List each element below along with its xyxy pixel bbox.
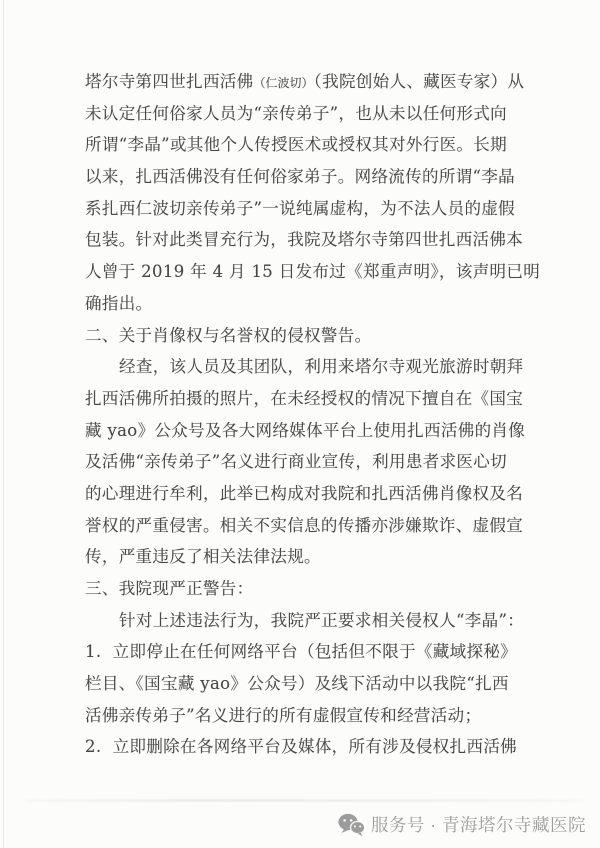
line-text: 三、我院现严正警告： <box>85 579 254 598</box>
line-text: 未认定任何俗家人员为“亲传弟子”，也从未以任何形式向 <box>85 103 507 123</box>
text-line <box>85 541 537 573</box>
line-text: 系扎西仁波切亲传弟子”一说纯属虚构，为不法人员的虚假 <box>85 198 516 218</box>
line-text: （我院创始人、藏医专家）从 <box>313 72 525 91</box>
text-line <box>85 731 537 763</box>
line-text: 所谓“李晶”或其他个人传授医术或授权其对外行医。长期 <box>85 135 507 155</box>
text-line <box>85 478 537 510</box>
text-line <box>85 129 537 161</box>
line-text: 及活佛“亲传弟子”名义进行商业宣传，利用患者求医心切 <box>85 452 507 472</box>
line-text: 活佛亲传弟子”名义进行的所有虚假宣传和经营活动； <box>85 705 482 725</box>
line-text: 传，严重违反了相关法律法规。 <box>85 547 321 567</box>
line-text: 誉权的严重侵害。相关不实信息的传播亦涉嫌欺诈、虚假宣 <box>85 515 524 535</box>
document-body <box>85 66 541 763</box>
text-line <box>85 351 537 383</box>
line-text: 人曾于 2019 年 4 月 15 日发布过《郑重声明》，该声明已明 <box>85 262 541 282</box>
line-text: 2. 立即删除在各网络平台及媒体，所有涉及侵权扎西活佛 <box>85 737 518 757</box>
line-text: 扎西活佛所拍摄的照片，在未经授权的情况下擅自在《国宝 <box>85 388 524 408</box>
text-line <box>85 510 537 542</box>
page-bottom-edge-shadow <box>25 799 583 802</box>
text-line <box>85 636 537 668</box>
wechat-service-account-watermark <box>338 811 586 837</box>
text-line <box>85 224 537 256</box>
text-line <box>85 446 537 478</box>
line-text: 1. 立即停止在任何网络平台（包括但不限于《藏域探秘》 <box>85 642 518 662</box>
line-text: 栏目、《国宝藏 yao》公众号）及线下活动中以我院“扎西 <box>85 674 509 694</box>
line-text: 塔尔寺第四世扎西活佛 <box>85 72 254 91</box>
line-text: 以来，扎西活佛没有任何俗家弟子。网络流传的所谓“李晶 <box>85 167 516 187</box>
text-line <box>85 98 537 130</box>
text-line <box>85 161 537 193</box>
line-small-text: （仁波切） <box>253 76 314 90</box>
text-line <box>85 383 537 415</box>
text-line <box>85 700 537 732</box>
line-text: 针对上述违法行为，我院严正要求相关侵权人“李晶”： <box>119 610 525 630</box>
text-line <box>85 415 537 447</box>
text-line <box>85 605 537 637</box>
line-text: 包装。针对此类冒充行为，我院及塔尔寺第四世扎西活佛本 <box>85 230 524 250</box>
text-line <box>85 288 537 320</box>
watermark-label: 服务号 · 青海塔尔寺藏医院 <box>370 814 586 835</box>
text-line <box>85 320 537 352</box>
text-line <box>85 193 537 225</box>
text-line <box>85 66 537 98</box>
scan-edge-left <box>3 0 4 848</box>
line-text: 经查，该人员及其团队，利用来塔尔寺观光旅游时朝拜 <box>119 357 524 377</box>
line-text: 的心理进行牟利，此举已构成对我院和扎西活佛肖像权及名 <box>85 483 524 503</box>
line-text: 藏 yao》公众号及各大网络媒体平台上使用扎西活佛的肖像 <box>85 420 526 440</box>
text-line <box>85 256 541 288</box>
text-line <box>85 573 537 605</box>
line-text: 二、关于肖像权与名誉权的侵权警告。 <box>85 325 372 345</box>
wechat-icon <box>338 813 365 836</box>
text-line <box>85 668 537 700</box>
line-text: 确指出。 <box>85 293 153 313</box>
